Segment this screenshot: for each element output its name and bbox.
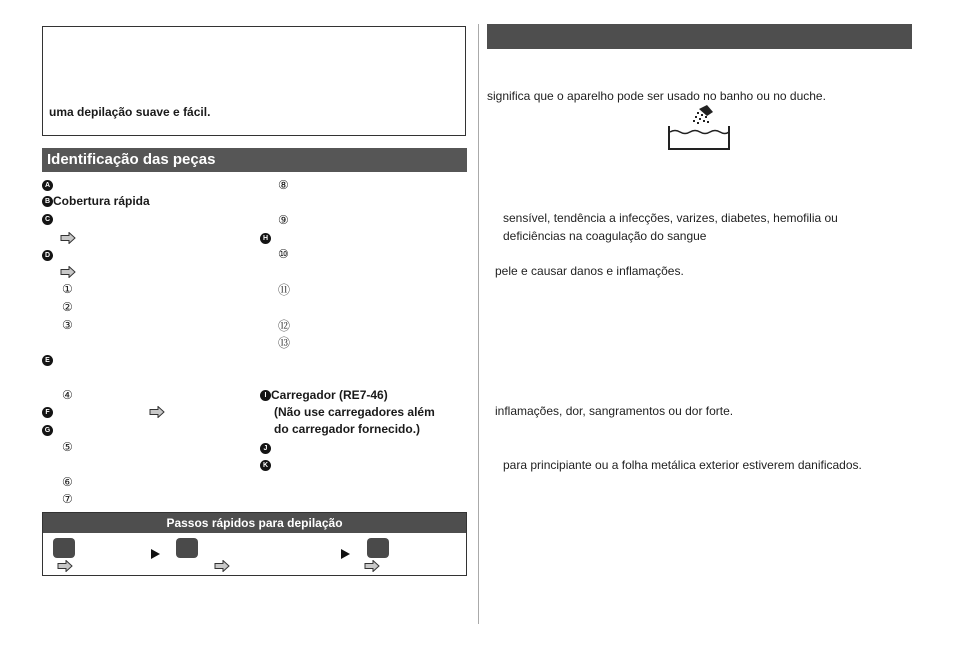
part-9: ⑨ [278, 213, 289, 227]
part-c [42, 212, 53, 226]
part-f [42, 405, 53, 419]
column-divider [478, 24, 479, 624]
part-d [42, 248, 53, 262]
badge-i: I [260, 390, 271, 401]
badge-h: H [260, 233, 271, 244]
part-3: ③ [62, 318, 73, 332]
badge-f: F [42, 407, 53, 418]
badge-c: C [42, 214, 53, 225]
part-1: ① [62, 282, 73, 296]
play-arrow-icon [341, 549, 350, 559]
badge-g: G [42, 425, 53, 436]
step-2-square [176, 538, 198, 558]
part-a [42, 178, 53, 192]
badge-k: K [260, 460, 271, 471]
warning-line-1: sensível, tendência a infecções, varizes, diabetes, hemofilia ou [503, 211, 838, 225]
badge-a: A [42, 180, 53, 191]
part-5: ⑤ [62, 440, 73, 454]
part-13: ⑬ [278, 336, 291, 350]
arrow-right-icon [60, 232, 76, 244]
arrow-right-icon [364, 560, 380, 572]
section-title: Identificação das peças [42, 148, 467, 172]
step-1-square [53, 538, 75, 558]
bath-shower-text: significa que o aparelho pode ser usado no banho ou no duche. [487, 89, 826, 103]
badge-d: D [42, 250, 53, 261]
part-h [260, 231, 271, 245]
part-4: ④ [62, 388, 73, 402]
arrow-right-icon [60, 266, 76, 278]
warning-line-2: deficiências na coagulação do sangue [503, 229, 707, 243]
part-j [260, 441, 271, 455]
bath-shower-icon [667, 104, 731, 152]
part-6: ⑥ [62, 475, 73, 489]
part-12: ⑫ [278, 319, 291, 333]
part-i-note-2: do carregador fornecido.) [274, 422, 421, 436]
badge-b: B [42, 196, 53, 207]
quick-steps-title: Passos rápidos para depilação [43, 513, 466, 533]
part-11: ⑪ [278, 283, 291, 297]
part-8: ⑧ [278, 178, 289, 192]
part-2: ② [62, 300, 73, 314]
arrow-right-icon [149, 406, 165, 418]
part-k [260, 458, 271, 472]
arrow-right-icon [214, 560, 230, 572]
warning-line-5: para principiante ou a folha metálica exterior estiverem danificados. [503, 458, 862, 472]
part-b [42, 194, 150, 208]
step-3-square [367, 538, 389, 558]
arrow-right-icon [57, 560, 73, 572]
part-e [42, 353, 53, 367]
warning-line-3: pele e causar danos e inflamações. [495, 264, 684, 278]
badge-e: E [42, 355, 53, 366]
badge-j: J [260, 443, 271, 454]
intro-text: uma depilação suave e fácil. [49, 105, 211, 119]
part-i-note-1: (Não use carregadores além [274, 405, 435, 419]
quick-steps-box [42, 512, 467, 576]
right-section-bar [487, 24, 912, 49]
part-10: ⑩ [278, 247, 289, 261]
part-i-label: Carregador (RE7-46) [271, 388, 388, 402]
part-g [42, 423, 53, 437]
warning-line-4: inflamações, dor, sangramentos ou dor forte. [495, 404, 734, 418]
part-i [260, 388, 388, 402]
part-7: ⑦ [62, 492, 73, 506]
play-arrow-icon [151, 549, 160, 559]
part-b-label: Cobertura rápida [53, 194, 150, 208]
intro-box [42, 26, 466, 136]
